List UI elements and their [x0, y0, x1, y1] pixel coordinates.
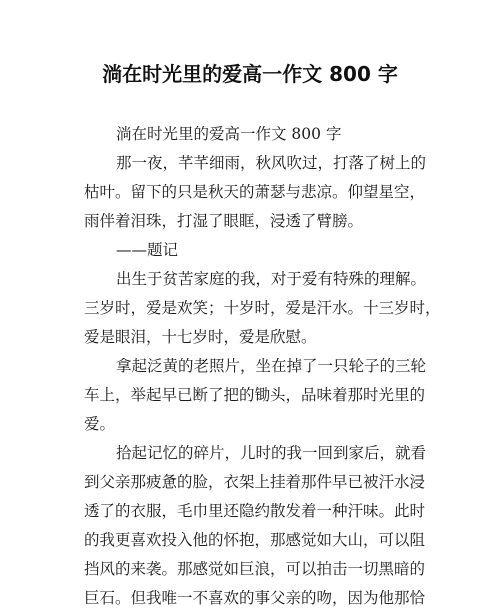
body-line: 拿起泛黄的老照片，坐在掉了一只轮子的三轮 — [116, 357, 427, 375]
body-line: 爱。 — [84, 415, 116, 433]
body-line: 拾起记忆的碎片，儿时的我一回到家后，就看 — [116, 444, 427, 462]
document-body — [84, 120, 441, 613]
document-title: 淌在时光里的爱高一作文 800 字 — [102, 62, 398, 86]
body-line: ——题记 — [116, 241, 179, 259]
body-line: 雨伴着泪珠，打湿了眼眶，浸透了臂膀。 — [84, 212, 364, 230]
body-line: 淌在时光里的爱高一作文 800 字 — [116, 125, 342, 143]
body-line: 挡风的来袭。那感觉如巨浪，可以拍击一切黑暗的 — [84, 560, 426, 578]
body-line: 巨石。但我唯一不喜欢的事父亲的吻，因为他那恰 — [84, 589, 426, 607]
body-line: 到父亲那疲惫的脸，衣架上挂着那件早已被汗水浸 — [84, 473, 426, 491]
body-line: 三岁时，爱是欢笑；十岁时，爱是汗水。十三岁时， — [84, 299, 441, 317]
body-line: 车上，举起早已断了把的锄头，品味着那时光里的 — [84, 386, 426, 404]
body-line: 那一夜，芊芊细雨，秋风吹过，打落了树上的 — [116, 154, 427, 172]
body-line: 枯叶。留下的只是秋天的萧瑟与悲凉。仰望星空， — [84, 183, 426, 201]
body-line: 爱是眼泪，十七岁时，爱是欣慰。 — [84, 328, 317, 346]
body-line: 透了的衣服，毛巾里还隐约散发着一种汗味。此时 — [84, 502, 426, 520]
body-line: 出生于贫苦家庭的我，对于爱有特殊的理解。 — [116, 270, 427, 288]
body-line: 的我更喜欢投入他的怀抱，那感觉如大山，可以阻 — [84, 531, 426, 549]
